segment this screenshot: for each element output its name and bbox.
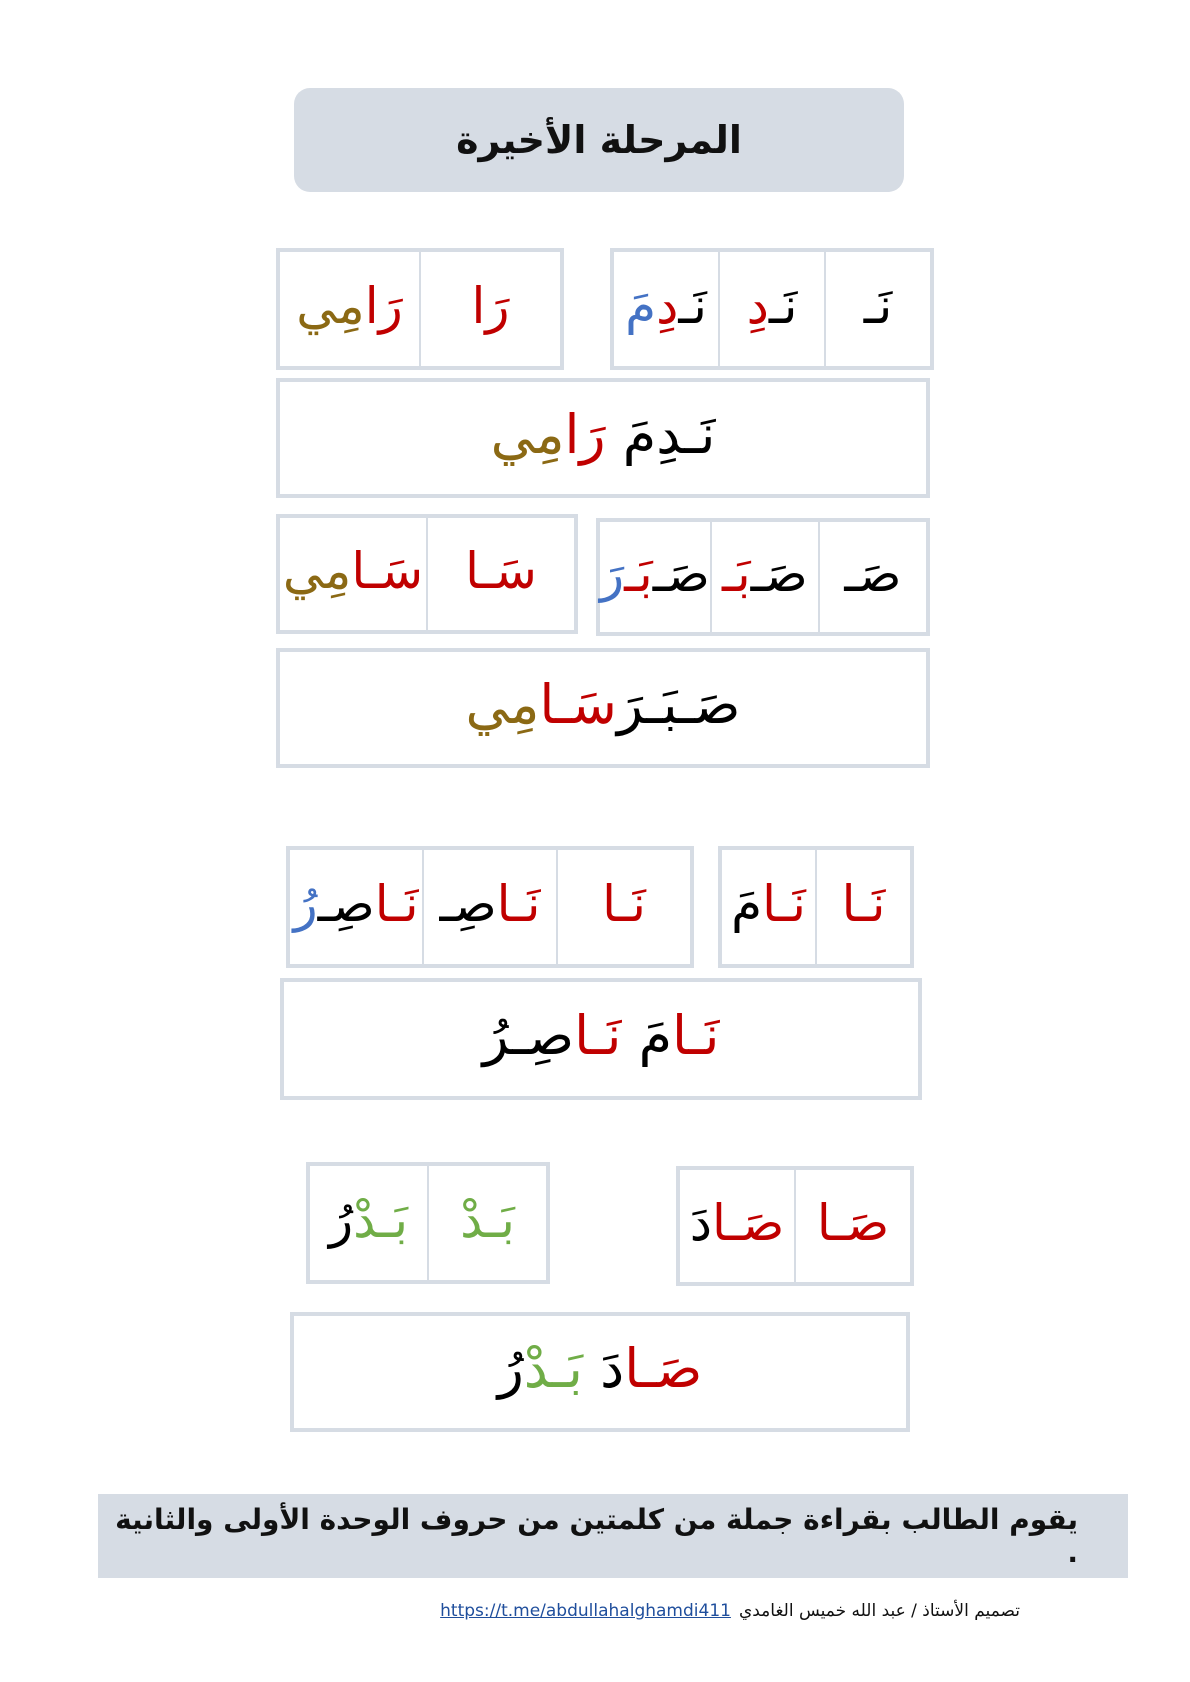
syllable-text: نَـا [602, 875, 646, 933]
syllable-cell: سَـا مِي [282, 542, 424, 600]
instruction-bar: يقوم الطالب بقراءة جملة من كلمتين من حروف الوحدة الأولى والثانية . [98, 1494, 1128, 1578]
word-build-naam [718, 846, 914, 968]
page-title: المرحلة الأخيرة [294, 88, 904, 192]
syllable-text: بَـدْ [460, 1191, 515, 1249]
syllable-cell [556, 850, 690, 964]
syllable-cell [815, 850, 910, 964]
footer [300, 1596, 1020, 1626]
syllable-text: رَا [471, 277, 510, 335]
syllable-cell [426, 518, 574, 630]
word-build-badr [306, 1162, 550, 1284]
word-build-rami [276, 248, 564, 370]
syllable-cell [818, 522, 926, 632]
sentence-naam-nasir: نَـا مَ نَـا صِـرُ [280, 978, 922, 1100]
footer-credit: تصميم الأستاذ / عبد الله خميس الغامدي [738, 1601, 1020, 1621]
sentence-saad-badr: صَـا دَ بَـدْ رُ [290, 1312, 910, 1432]
syllable-cell: نَـ دِ [718, 252, 824, 366]
word-build-sami [276, 514, 578, 634]
syllable-text: صَـا [816, 1194, 890, 1252]
sentence-word: نَـدِمَ [622, 402, 716, 466]
syllable-cell: رَا مِي [296, 277, 403, 335]
syllable-cell: صَـ بَـ [710, 522, 818, 632]
word-build-saad [676, 1166, 914, 1286]
sentence-nadam-rami: نَـدِمَ رَا مِي [276, 378, 930, 498]
word-build-nasir [286, 846, 694, 968]
syllable-text: نَـ [863, 277, 893, 335]
syllable-cell: بَـدْ رُ [329, 1191, 408, 1249]
syllable-cell [824, 252, 930, 366]
syllable-cell [794, 1170, 910, 1282]
syllable-text: نَـا [841, 875, 886, 933]
syllable-cell: نَـا صِـ رُ [293, 875, 419, 933]
syllable-cell: نَـ دِ مَ [625, 277, 707, 335]
word-build-nadam [610, 248, 934, 370]
sentence-sabar-sami: صَـبَـرَ سَـا مِي [276, 648, 930, 768]
word-build-sabar [596, 518, 930, 636]
syllable-cell [427, 1166, 546, 1280]
syllable-cell: صَـا دَ [689, 1194, 785, 1252]
footer-link[interactable]: https://t.me/abdullahalghamdi411 [440, 1601, 731, 1621]
syllable-cell: نَـا مَ [731, 875, 806, 933]
syllable-text: سَـا [465, 542, 537, 600]
syllable-text: صَـ [844, 545, 902, 603]
syllable-cell [419, 252, 560, 366]
syllable-cell: صَـ بَـ رَ [600, 545, 710, 603]
syllable-cell: نَـا صِـ [422, 850, 556, 964]
